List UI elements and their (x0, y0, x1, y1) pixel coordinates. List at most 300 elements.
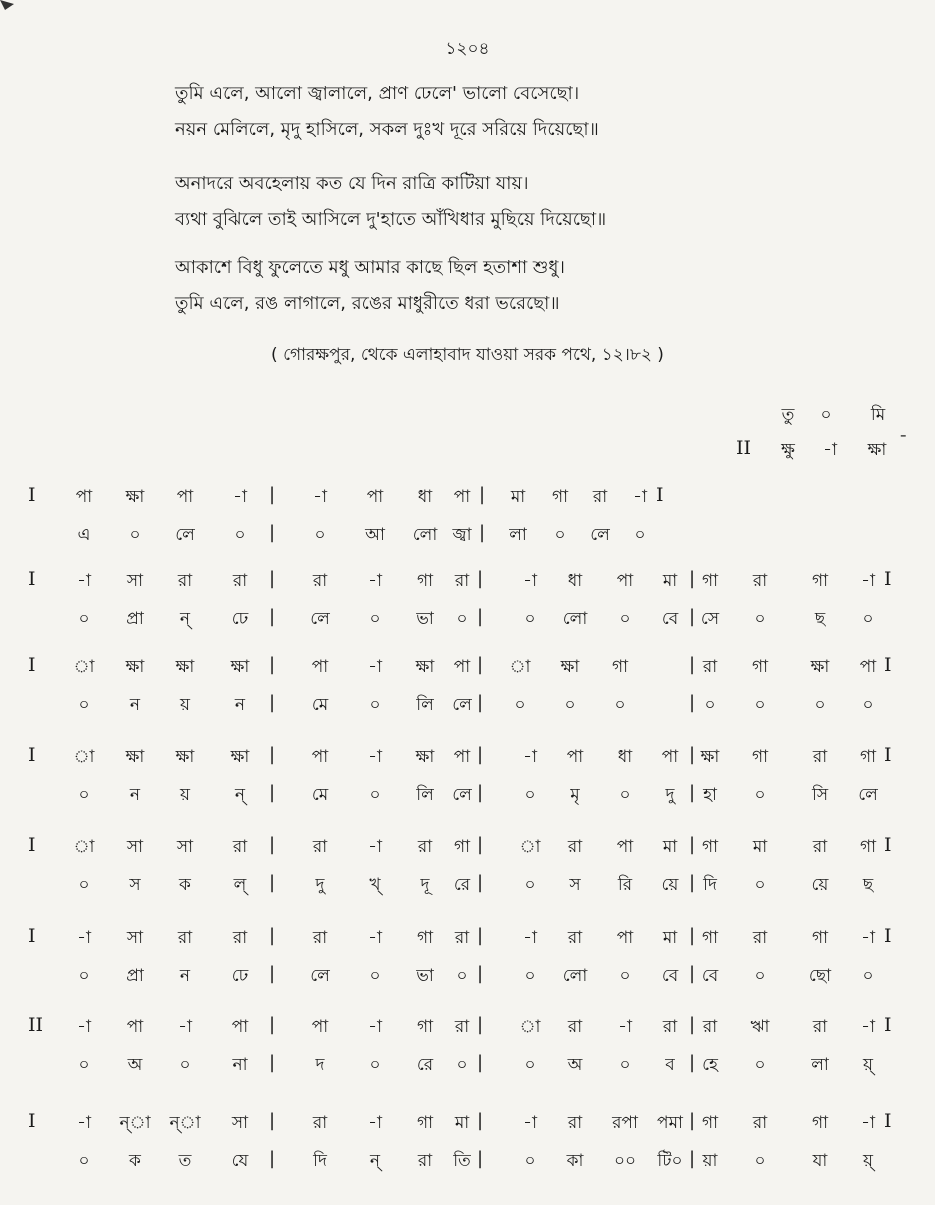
swara-note: রা (454, 571, 470, 591)
lyric-syllable: ০ (314, 525, 326, 545)
lyric-syllable: লে (175, 525, 195, 545)
lyric-syllable: ল্ (233, 875, 247, 895)
swara-note: পমা (657, 1113, 683, 1133)
lyric-syllable: ০ (369, 785, 381, 805)
swara-note: -া (523, 928, 537, 948)
swara-row (0, 1014, 935, 1048)
lyric-syllable: প্রা (126, 966, 144, 986)
lyric-syllable: বে (701, 966, 719, 986)
swara-note: গা (416, 928, 434, 948)
swara-note: -া (861, 571, 875, 591)
swara-note: সা (126, 837, 144, 857)
bar-line: | (268, 1148, 276, 1169)
lyric-syllable: রে (416, 1055, 434, 1075)
lyric-syllable: ০ (78, 609, 90, 629)
swara-note: রা (567, 1017, 583, 1037)
swara-note: গা (701, 571, 719, 591)
swara-row (0, 568, 935, 602)
lyric-syllable: মে (311, 785, 329, 805)
swara-note: রপা (612, 1113, 638, 1133)
swara-note: রা (232, 571, 248, 591)
lyric-syllable: ০ (369, 1055, 381, 1075)
swara-note: পা (566, 747, 584, 767)
swara-note: রা (812, 837, 828, 857)
swara-note: রা (312, 928, 328, 948)
swara-note: রা (567, 837, 583, 857)
lyric-syllable: ০ (524, 875, 536, 895)
lyric-syllable: ক (129, 1151, 141, 1171)
swara-note: রা (702, 1017, 718, 1037)
swara-note: গা (551, 487, 569, 507)
swara-row (0, 834, 935, 868)
lyric-row (0, 606, 935, 640)
lyric-syllable: ০ (456, 1055, 468, 1075)
measure-start-marker: I (28, 568, 36, 590)
lyric-syllable: ০ (634, 525, 646, 545)
lyric-syllable: ঢে (231, 966, 249, 986)
swara-note: া (73, 837, 95, 857)
lyric-syllable: ০ (524, 966, 536, 986)
bar-line: | (688, 692, 696, 713)
bar-line: | (268, 1052, 276, 1073)
verse-line: তুমি এলে, রঙ লাগালে, রঙের মাধুরীতে ধরা ভরেছো॥ (175, 293, 560, 314)
intro-lyric-syllable: মি (870, 405, 886, 425)
bar-line: | (688, 1148, 696, 1169)
lyric-syllable: মে (311, 695, 329, 715)
bar-line: | (476, 1148, 484, 1169)
lyric-syllable: রে (453, 875, 471, 895)
measure-start-marker: I (28, 744, 36, 766)
swara-note: পা (859, 657, 877, 677)
bar-line: | (476, 1110, 484, 1131)
swara-note: -া (523, 571, 537, 591)
lyric-syllable: খ্ (369, 875, 381, 895)
measure-start-marker: I (28, 484, 36, 506)
bar-line: | (268, 782, 276, 803)
lyric-syllable: ০ (78, 1055, 90, 1075)
lyric-syllable: ০ (369, 609, 381, 629)
measure-end-marker: I (884, 1110, 892, 1132)
bar-line: | (268, 654, 276, 675)
lyric-syllable: দূ (420, 875, 430, 895)
swara-row (0, 744, 935, 778)
lyric-syllable: দি (313, 1151, 327, 1171)
swara-note: রা (312, 1113, 328, 1133)
bar-line: | (688, 872, 696, 893)
swara-note: রা (812, 1017, 828, 1037)
lyric-syllable: লি (416, 695, 434, 715)
lyric-syllable: স (129, 875, 141, 895)
lyric-syllable: ভা (416, 609, 434, 629)
swara-note: ন্া (169, 1113, 201, 1133)
lyric-syllable: প্রা (126, 609, 144, 629)
lyric-syllable: লে (310, 966, 330, 986)
measure-end-marker: I (884, 744, 892, 766)
bar-line: | (268, 522, 276, 543)
lyric-row (0, 963, 935, 997)
lyric-syllable: য়া (702, 1151, 718, 1171)
bar-line: | (268, 963, 276, 984)
lyric-syllable: ব (665, 1055, 675, 1075)
lyric-syllable: লে (310, 609, 330, 629)
page-corner-mark (0, 0, 14, 10)
lyric-row (0, 692, 935, 726)
swara-note: রা (567, 1113, 583, 1133)
lyric-syllable: ০ (78, 785, 90, 805)
swara-row (0, 654, 935, 688)
lyric-syllable: ০ (456, 966, 468, 986)
lyric-syllable: লো (412, 525, 438, 545)
lyric-syllable: ০ (619, 785, 631, 805)
swara-note: পা (616, 571, 634, 591)
bar-line: | (688, 963, 696, 984)
lyric-syllable: ০ (754, 875, 766, 895)
bar-line: | (688, 654, 696, 675)
lyric-syllable: ন (129, 785, 141, 805)
lyric-syllable: ০ (704, 695, 716, 715)
lyric-syllable: রা (417, 1151, 433, 1171)
lyric-syllable: ০ (754, 695, 766, 715)
lyric-syllable: লো (562, 966, 588, 986)
lyric-syllable: ক (179, 875, 191, 895)
lyric-syllable: ০ (814, 695, 826, 715)
swara-note: -া (77, 1113, 91, 1133)
swara-note: পা (126, 1017, 144, 1037)
verse-stanza (175, 250, 565, 322)
swara-note: রা (417, 837, 433, 857)
lyric-syllable: আ (365, 525, 385, 545)
lyric-row (0, 1052, 935, 1086)
lyric-syllable: মৃ (570, 785, 580, 805)
measure-start-marker: I (28, 1110, 36, 1132)
swara-note: -া (178, 1017, 192, 1037)
lyric-syllable: ০ (554, 525, 566, 545)
lyric-syllable: টি০ (657, 1151, 683, 1171)
lyric-syllable: ভা (416, 966, 434, 986)
swara-note: রা (752, 1113, 768, 1133)
lyric-syllable: লো (562, 609, 588, 629)
lyric-syllable: ০ (619, 609, 631, 629)
swara-note: ক্ষা (125, 747, 145, 767)
measure-end-marker: I (884, 834, 892, 856)
measure-start-marker: I (28, 925, 36, 947)
lyric-syllable: ০ (78, 695, 90, 715)
bar-line: | (476, 568, 484, 589)
lyric-syllable: রি (617, 875, 633, 895)
swara-note: গা (611, 657, 629, 677)
lyric-syllable: না (232, 1055, 248, 1075)
bar-line: | (688, 834, 696, 855)
swara-note: গা (416, 1017, 434, 1037)
intro-note: ক্ষু (781, 440, 795, 460)
bar-line: | (476, 782, 484, 803)
swara-note: পা (176, 487, 194, 507)
swara-note: ক্ষা (560, 657, 580, 677)
swara-note: সা (126, 928, 144, 948)
swara-note: ধা (567, 571, 583, 591)
lyric-syllable: য় (179, 695, 191, 715)
lyric-syllable: ন (129, 695, 141, 715)
swara-note: -া (368, 657, 382, 677)
swara-note: ক্ষা (700, 747, 720, 767)
swara-note: রা (752, 571, 768, 591)
lyric-syllable: লি (416, 785, 434, 805)
bar-line: | (688, 782, 696, 803)
lyric-row (0, 782, 935, 816)
swara-note: ক্ষা (230, 747, 250, 767)
bar-line: | (476, 692, 484, 713)
bar-line: | (688, 925, 696, 946)
swara-note: গা (751, 657, 769, 677)
bar-line: | (268, 1110, 276, 1131)
swara-note: পা (616, 837, 634, 857)
swara-note: রা (812, 747, 828, 767)
lyric-syllable: ০০ (613, 1151, 637, 1171)
lyric-row (0, 522, 935, 556)
swara-note: গা (453, 837, 471, 857)
lyric-syllable: যা (812, 1151, 828, 1171)
verse-stanza (175, 166, 606, 238)
lyric-row (0, 1148, 935, 1182)
measure-start-marker: II (28, 1014, 44, 1036)
swara-note: -া (368, 837, 382, 857)
lyric-syllable: ০ (514, 695, 526, 715)
measure-end-marker: I (656, 484, 664, 506)
lyric-syllable: বে (661, 966, 679, 986)
swara-note: -া (233, 487, 247, 507)
lyric-syllable: ন্ (369, 1151, 381, 1171)
verse-line: ব্যথা বুঝিলে তাই আসিলে দু'হাতে আঁখিধার মুছিয়ে দিয়েছো॥ (175, 209, 607, 230)
lyric-syllable: ০ (754, 1151, 766, 1171)
bar-line: | (688, 744, 696, 765)
swara-note: মা (662, 571, 678, 591)
lyric-syllable: ০ (369, 695, 381, 715)
lyric-syllable: দ (315, 1055, 325, 1075)
swara-note: গা (811, 571, 829, 591)
swara-note: রা (454, 928, 470, 948)
swara-note: ক্ষা (175, 657, 195, 677)
swara-note: রা (752, 928, 768, 948)
swara-note: গা (416, 571, 434, 591)
swara-row (0, 484, 935, 518)
swara-note: -া (77, 1017, 91, 1037)
swara-note: মা (454, 1113, 470, 1133)
swara-note: -া (523, 1113, 537, 1133)
bar-line: | (476, 606, 484, 627)
measure-end-marker: I (884, 925, 892, 947)
lyric-syllable: ০ (179, 1055, 191, 1075)
bar-line: | (688, 1014, 696, 1035)
lyric-syllable: ন্ (179, 609, 191, 629)
measure-end-marker: I (884, 1014, 892, 1036)
swara-note: -া (368, 747, 382, 767)
lyric-syllable: ন (234, 695, 246, 715)
verse-line: আকাশে বিধু ফুলেতে মধু আমার কাছে ছিল হতাশা শুধু। (175, 257, 565, 278)
lyric-syllable: য় (179, 785, 191, 805)
swara-note: রা (232, 928, 248, 948)
lyric-syllable: এ (77, 525, 91, 545)
swara-note: পা (453, 747, 471, 767)
lyric-syllable: ০ (524, 1055, 536, 1075)
lyric-syllable: হা (703, 785, 717, 805)
bar-line: | (476, 963, 484, 984)
lyric-syllable: ০ (564, 695, 576, 715)
swara-note: ক্ষা (125, 657, 145, 677)
swara-note: -া (368, 1017, 382, 1037)
swara-note: রা (177, 928, 193, 948)
lyric-syllable: ০ (369, 966, 381, 986)
lyric-syllable: লা (509, 525, 527, 545)
lyric-row (0, 872, 935, 906)
swara-note: গা (859, 747, 877, 767)
swara-note: রা (177, 571, 193, 591)
verse-line: অনাদরে অবহেলায় কত যে দিন রাত্রি কাটিয়া যায়। (175, 173, 529, 194)
lyric-syllable: দি (703, 875, 717, 895)
swara-note: মা (662, 837, 678, 857)
bar-line: | (476, 872, 484, 893)
lyric-syllable: ছো (808, 966, 832, 986)
swara-note: সা (231, 1113, 249, 1133)
lyric-syllable: ০ (862, 695, 874, 715)
lyric-syllable: লে (590, 525, 610, 545)
intro-tail-mark: ˉ (899, 433, 908, 453)
lyric-syllable: সে (700, 609, 720, 629)
bar-line: | (476, 925, 484, 946)
swara-note: রা (662, 1017, 678, 1037)
bar-line: | (476, 744, 484, 765)
bar-line: | (688, 1052, 696, 1073)
lyric-syllable: অ (567, 1055, 583, 1075)
lyric-syllable: হে (702, 1055, 718, 1075)
swara-note: -া (633, 487, 647, 507)
swara-note: গা (751, 747, 769, 767)
measure-end-marker: I (884, 654, 892, 676)
bar-line: | (476, 1052, 484, 1073)
swara-note: ধা (417, 487, 433, 507)
swara-note: ধা (617, 747, 633, 767)
swara-note: মা (510, 487, 526, 507)
lyric-syllable: ঢে (231, 609, 249, 629)
measure-start-marker: I (28, 834, 36, 856)
measure-end-marker: I (884, 568, 892, 590)
lyric-syllable: সি (811, 785, 829, 805)
swara-note: -া (618, 1017, 632, 1037)
lyric-syllable: স (569, 875, 581, 895)
lyric-syllable: ০ (754, 966, 766, 986)
lyric-syllable: তি (453, 1151, 471, 1171)
bar-line: | (268, 1014, 276, 1035)
lyric-syllable: ০ (456, 609, 468, 629)
intro-lyric-line (0, 402, 935, 432)
swara-note: ক্ষা (230, 657, 250, 677)
swara-note: -া (368, 1113, 382, 1133)
bar-line: | (268, 744, 276, 765)
swara-note: ক্ষা (415, 657, 435, 677)
swara-note: ক্ষা (125, 487, 145, 507)
lyric-syllable: লে (858, 785, 878, 805)
swara-note: রা (567, 928, 583, 948)
bar-line: | (268, 568, 276, 589)
swara-note: গা (701, 928, 719, 948)
swara-note: পা (453, 487, 471, 507)
swara-row (0, 925, 935, 959)
swara-note: রা (592, 487, 608, 507)
lyric-syllable: ০ (754, 1055, 766, 1075)
measure-start-marker: I (28, 654, 36, 676)
swara-note: গা (701, 1113, 719, 1133)
swara-note: ঋা (750, 1017, 770, 1037)
lyric-syllable: ন্ (234, 785, 246, 805)
intro-marker: II (736, 437, 752, 459)
lyric-syllable: কা (566, 1151, 584, 1171)
intro-note: -া (823, 440, 837, 460)
lyric-syllable: ০ (78, 875, 90, 895)
lyric-syllable: বে (661, 609, 679, 629)
bar-line: | (476, 1014, 484, 1035)
swara-note: সা (126, 571, 144, 591)
swara-note: -া (368, 928, 382, 948)
swara-note: -া (861, 928, 875, 948)
bar-line: | (688, 568, 696, 589)
intro-notes-line (0, 433, 935, 467)
lyric-syllable: য়্ (862, 1055, 874, 1075)
swara-note: -া (77, 928, 91, 948)
swara-note: গা (859, 837, 877, 857)
lyric-syllable: ০ (619, 966, 631, 986)
swara-note: রা (702, 657, 718, 677)
lyric-syllable: লে (452, 785, 472, 805)
swara-note: রা (232, 837, 248, 857)
swara-row (0, 1110, 935, 1144)
lyric-syllable: ০ (754, 785, 766, 805)
lyric-syllable: ০ (862, 966, 874, 986)
lyric-syllable: ত (178, 1151, 192, 1171)
intro-lyric-syllable: ০ (820, 405, 832, 425)
bar-line: | (268, 872, 276, 893)
bar-line: | (478, 484, 486, 505)
bar-line: | (476, 834, 484, 855)
bar-line: | (268, 606, 276, 627)
swara-note: পা (661, 747, 679, 767)
intro-lyric-syllable: তু (781, 405, 795, 425)
swara-note: া (73, 657, 95, 677)
lyric-syllable: ০ (614, 695, 626, 715)
lyric-syllable: ০ (619, 1055, 631, 1075)
lyric-syllable: দু (315, 875, 325, 895)
lyric-syllable: দু (665, 785, 675, 805)
lyric-syllable: য়ে (811, 875, 829, 895)
swara-note: পা (231, 1017, 249, 1037)
bar-line: | (268, 834, 276, 855)
swara-note: -া (861, 1017, 875, 1037)
swara-note: পা (366, 487, 384, 507)
lyric-syllable: ০ (524, 1151, 536, 1171)
lyric-syllable: যে (231, 1151, 249, 1171)
swara-note: -া (523, 747, 537, 767)
swara-note: -া (861, 1113, 875, 1133)
swara-note: মা (662, 928, 678, 948)
swara-note: া (73, 747, 95, 767)
intro-note: ক্ষা (867, 440, 887, 460)
bar-line: | (688, 1110, 696, 1131)
swara-note: া (519, 837, 541, 857)
swara-note: সা (176, 837, 194, 857)
lyric-syllable: জ্বা (452, 525, 472, 545)
lyric-syllable: ০ (524, 609, 536, 629)
lyric-syllable: ছ (814, 609, 826, 629)
bar-line: | (476, 654, 484, 675)
bar-line: | (268, 484, 276, 505)
